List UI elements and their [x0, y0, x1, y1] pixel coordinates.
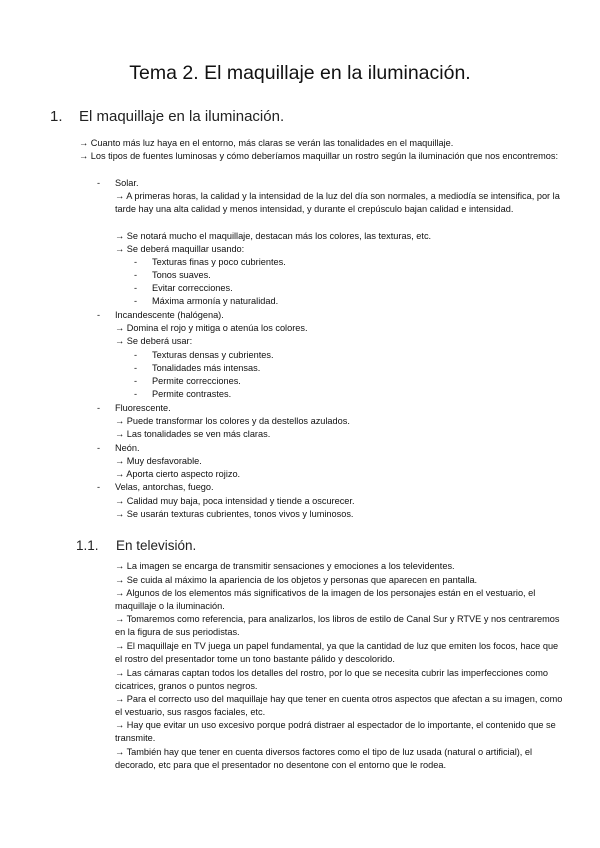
- intro-line-1: → Cuanto más luz haya en el entorno, más claras se verán las tonalidades en el maquillaje.: [79, 138, 454, 148]
- section-1-heading: [50, 108, 284, 125]
- incandescente-item-2: Tonalidades más intensas.: [152, 363, 261, 373]
- fluorescente-line-2: → Las tonalidades se ven más claras.: [115, 429, 271, 439]
- bullet-velas: Velas, antorchas, fuego.: [115, 482, 214, 492]
- solar-line-2: → Se notará mucho el maquillaje, destacan más los colores, las texturas, etc.: [115, 231, 432, 241]
- tv-line-7: → Para el correcto uso del maquillaje hay que tener en cuenta otros aspectos que afectan a su imagen, como el vestuario, sus rasgos faciales, etc.: [115, 694, 563, 718]
- document-title: Tema 2. El maquillaje en la iluminación.: [129, 62, 471, 84]
- subitem-dash: -: [134, 296, 138, 306]
- bullet-dash: -: [97, 482, 101, 492]
- tv-line-1: → La imagen se encarga de transmitir sensaciones y emociones a los televidentes.: [115, 561, 455, 571]
- section-1-number: 1.: [50, 108, 63, 125]
- solar-item-3: Evitar correcciones.: [152, 283, 233, 293]
- velas-line-2: → Se usarán texturas cubrientes, tonos vivos y luminosos.: [115, 509, 354, 519]
- subitem-dash: -: [134, 363, 138, 373]
- incandescente-item-3: Permite correcciones.: [152, 376, 241, 386]
- subitem-dash: -: [134, 270, 138, 280]
- tv-line-3: → Algunos de los elementos más significativos de la imagen de los personajes están en el vestuario, el maquillaje o la iluminación.: [115, 588, 536, 612]
- section-1-1-heading: [76, 538, 196, 553]
- solar-item-1: Texturas finas y poco cubrientes.: [152, 257, 286, 267]
- fluorescente-line-1: → Puede transformar los colores y da destellos azulados.: [115, 416, 350, 426]
- bullet-dash: -: [97, 178, 101, 188]
- bullet-dash: -: [97, 403, 101, 413]
- bullet-incandescente: Incandescente (halógena).: [115, 310, 224, 320]
- subitem-dash: -: [134, 257, 138, 267]
- solar-item-2: Tonos suaves.: [152, 270, 211, 280]
- neon-line-2: → Aporta cierto aspecto rojizo.: [115, 469, 241, 479]
- bullet-solar: Solar.: [115, 178, 139, 188]
- solar-item-4: Máxima armonía y naturalidad.: [152, 296, 279, 306]
- tv-line-2: → Se cuida al máximo la apariencia de los objetos y personas que aparecen en pantalla.: [115, 575, 478, 585]
- neon-line-1: → Muy desfavorable.: [115, 456, 202, 466]
- subitem-dash: -: [134, 283, 138, 293]
- tv-line-8: → Hay que evitar un uso excesivo porque podrá distraer al espectador de lo importante, el contenido que se transmite.: [115, 720, 556, 744]
- incandescente-item-4: Permite contrastes.: [152, 389, 232, 399]
- solar-line-3: → Se deberá maquillar usando:: [115, 244, 245, 254]
- tv-line-9: → También hay que tener en cuenta diversos factores como el tipo de luz usada (natural o artificial), el decorado, etc para que el presentador no desentone con el entorno que le rodea.: [115, 747, 533, 771]
- tv-line-6: → Las cámaras captan todos los detalles del rostro, por lo que se necesita cubrir las imperfecciones como cicatrices, granos o puntos negros.: [115, 668, 549, 692]
- subitem-dash: -: [134, 389, 138, 399]
- subitem-dash: -: [134, 376, 138, 386]
- section-1-title: El maquillaje en la iluminación.: [79, 108, 285, 125]
- section-1-1-title: En televisión.: [116, 538, 197, 553]
- tv-line-5: → El maquillaje en TV juega un papel fundamental, ya que la cantidad de luz que emiten los focos, hace que el rostro del presentador tome un tono bastante pálido y descolorido.: [115, 641, 559, 665]
- bullet-neon: Neón.: [115, 443, 140, 453]
- incandescente-item-1: Texturas densas y cubrientes.: [152, 350, 274, 360]
- incandescente-line-1: → Domina el rojo y mitiga o atenúa los colores.: [115, 323, 308, 333]
- tv-line-4: → Tomaremos como referencia, para analizarlos, los libros de estilo de Canal Sur y RTVE y nos centraremos en la figura de sus periodistas.: [115, 614, 560, 638]
- intro-line-2: → Los tipos de fuentes luminosas y cómo deberíamos maquillar un rostro según la iluminación que nos encontremos:: [79, 151, 559, 161]
- bullet-dash: -: [97, 443, 101, 453]
- bullet-dash: -: [97, 310, 101, 320]
- velas-line-1: → Calidad muy baja, poca intensidad y tiende a oscurecer.: [115, 496, 355, 506]
- bullet-fluorescente: Fluorescente.: [115, 403, 171, 413]
- subitem-dash: -: [134, 350, 138, 360]
- solar-line-1: → A primeras horas, la calidad y la intensidad de la luz del día son normales, a mediodía se intensifica, por la tarde hay una alta calidad y menos intensidad, y durante el crepúsculo bajan calidad e intensidad.: [115, 191, 560, 215]
- section-1-1-number: 1.1.: [76, 538, 99, 553]
- incandescente-line-2: → Se deberá usar:: [115, 336, 193, 346]
